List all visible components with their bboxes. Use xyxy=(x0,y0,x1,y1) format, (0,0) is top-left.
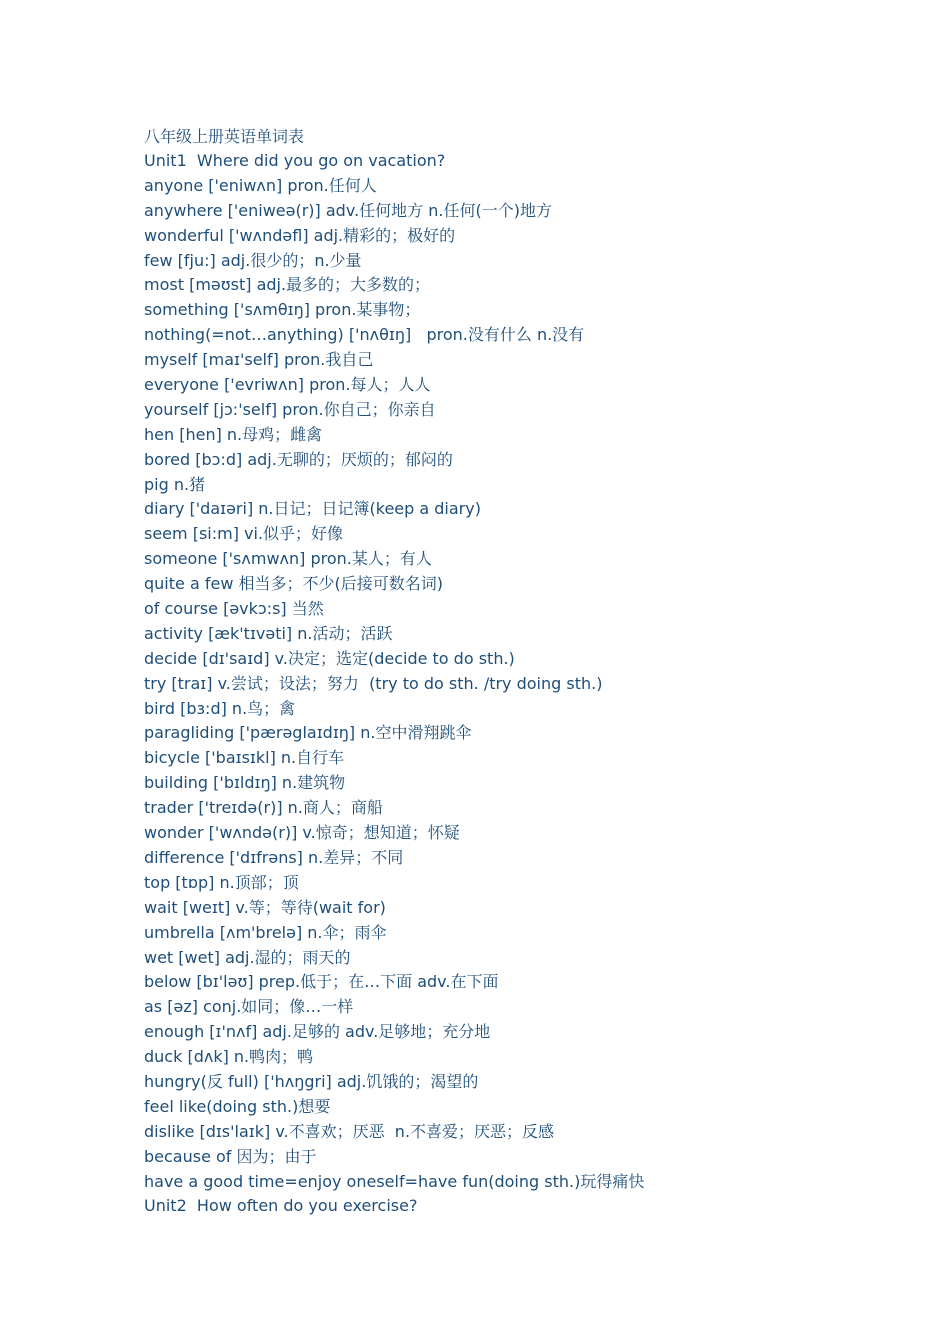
vocab-entry: umbrella [ʌm'brelə] n.伞；雨伞 xyxy=(144,922,387,942)
vocab-entry: few [fju:] adj.很少的；n.少量 xyxy=(144,250,362,270)
vocab-entry: because of 因为；由于 xyxy=(144,1146,317,1166)
document-title: 八年级上册英语单词表 xyxy=(144,127,305,146)
vocab-entry: wonder ['wʌndə(r)] v.惊奇；想知道；怀疑 xyxy=(144,823,460,843)
vocab-entry: enough [ɪ'nʌf] adj.足够的 adv.足够地；充分地 xyxy=(144,1022,491,1042)
vocab-entry: anywhere ['eniweə(r)] adv.任何地方 n.任何(一个)地方 xyxy=(144,200,552,220)
vocab-entry: difference ['dɪfrəns] n.差异；不同 xyxy=(144,847,404,867)
vocab-entry: everyone ['evriwʌn] pron.每人；人人 xyxy=(144,375,431,395)
vocab-entry: bicycle ['baɪsɪkl] n.自行车 xyxy=(144,748,345,768)
vocab-entry: have a good time=enjoy oneself=have fun(doing sth.)玩得痛快 xyxy=(144,1171,645,1191)
vocab-entry: feel like(doing sth.)想要 xyxy=(144,1096,331,1116)
vocab-entry: dislike [dɪs'laɪk] v.不喜欢；厌恶 n.不喜爱；厌恶；反感 xyxy=(144,1121,555,1141)
unit-heading: Unit2 How often do you exercise? xyxy=(144,1196,418,1216)
vocab-entry: wait [weɪt] v.等；等待(wait for) xyxy=(144,897,386,917)
vocab-entry: try [traɪ] v.尝试；设法；努力 (try to do sth. /try doing sth.) xyxy=(144,673,603,693)
vocab-entry: nothing(=not…anything) ['nʌθɪŋ] pron.没有什么 n.没有 xyxy=(144,325,585,345)
vocab-entry: below [bɪ'ləʊ] prep.低于；在…下面 adv.在下面 xyxy=(144,972,499,992)
vocab-entry: paragliding ['pærəglaɪdɪŋ] n.空中滑翔跳伞 xyxy=(144,723,472,743)
vocab-entry: hungry(反 full) ['hʌŋgri] adj.饥饿的；渴望的 xyxy=(144,1071,479,1091)
vocab-entry: of course [əvkɔ:s] 当然 xyxy=(144,599,324,619)
vocab-entry: diary ['daɪəri] n.日记；日记簿(keep a diary) xyxy=(144,499,481,519)
vocab-entry: something ['sʌmθɪŋ] pron.某事物； xyxy=(144,300,421,320)
vocab-entry: yourself [jɔ:'self] pron.你自己；你亲自 xyxy=(144,399,436,419)
unit-heading: Unit1 Where did you go on vacation? xyxy=(144,151,446,170)
document-page xyxy=(144,125,904,1219)
vocab-entry: bird [bɜ:d] n.鸟；禽 xyxy=(144,698,296,718)
vocab-entry: trader ['treɪdə(r)] n.商人；商船 xyxy=(144,798,383,818)
vocab-entry: seem [si:m] vi.似乎；好像 xyxy=(144,524,344,544)
vocab-entry: bored [bɔ:d] adj.无聊的；厌烦的；郁闷的 xyxy=(144,449,453,469)
vocab-entry: most [məʊst] adj.最多的；大多数的； xyxy=(144,275,431,295)
vocab-entry: anyone ['eniwʌn] pron.任何人 xyxy=(144,175,377,195)
vocab-entry: as [əz] conj.如同；像…一样 xyxy=(144,997,354,1017)
vocab-entry: building ['bɪldɪŋ] n.建筑物 xyxy=(144,773,346,793)
vocab-entry: activity [æk'tɪvəti] n.活动；活跃 xyxy=(144,623,393,643)
vocab-entry: hen [hen] n.母鸡；雌禽 xyxy=(144,424,323,444)
vocab-entry: wonderful ['wʌndəfl] adj.精彩的；极好的 xyxy=(144,225,456,245)
vocabulary-list xyxy=(144,149,904,1219)
vocab-entry: duck [dʌk] n.鸭肉；鸭 xyxy=(144,1047,314,1067)
vocab-entry: decide [dɪ'saɪd] v.决定；选定(decide to do sth.) xyxy=(144,648,515,668)
vocab-entry: wet [wet] adj.湿的；雨天的 xyxy=(144,947,351,967)
vocab-entry: myself [maɪ'self] pron.我自己 xyxy=(144,350,374,370)
vocab-entry: top [tɒp] n.顶部；顶 xyxy=(144,872,299,892)
vocab-entry: someone ['sʌmwʌn] pron.某人；有人 xyxy=(144,549,432,569)
vocab-entry: pig n.猪 xyxy=(144,474,206,494)
vocab-entry: quite a few 相当多；不少(后接可数名词) xyxy=(144,574,443,594)
